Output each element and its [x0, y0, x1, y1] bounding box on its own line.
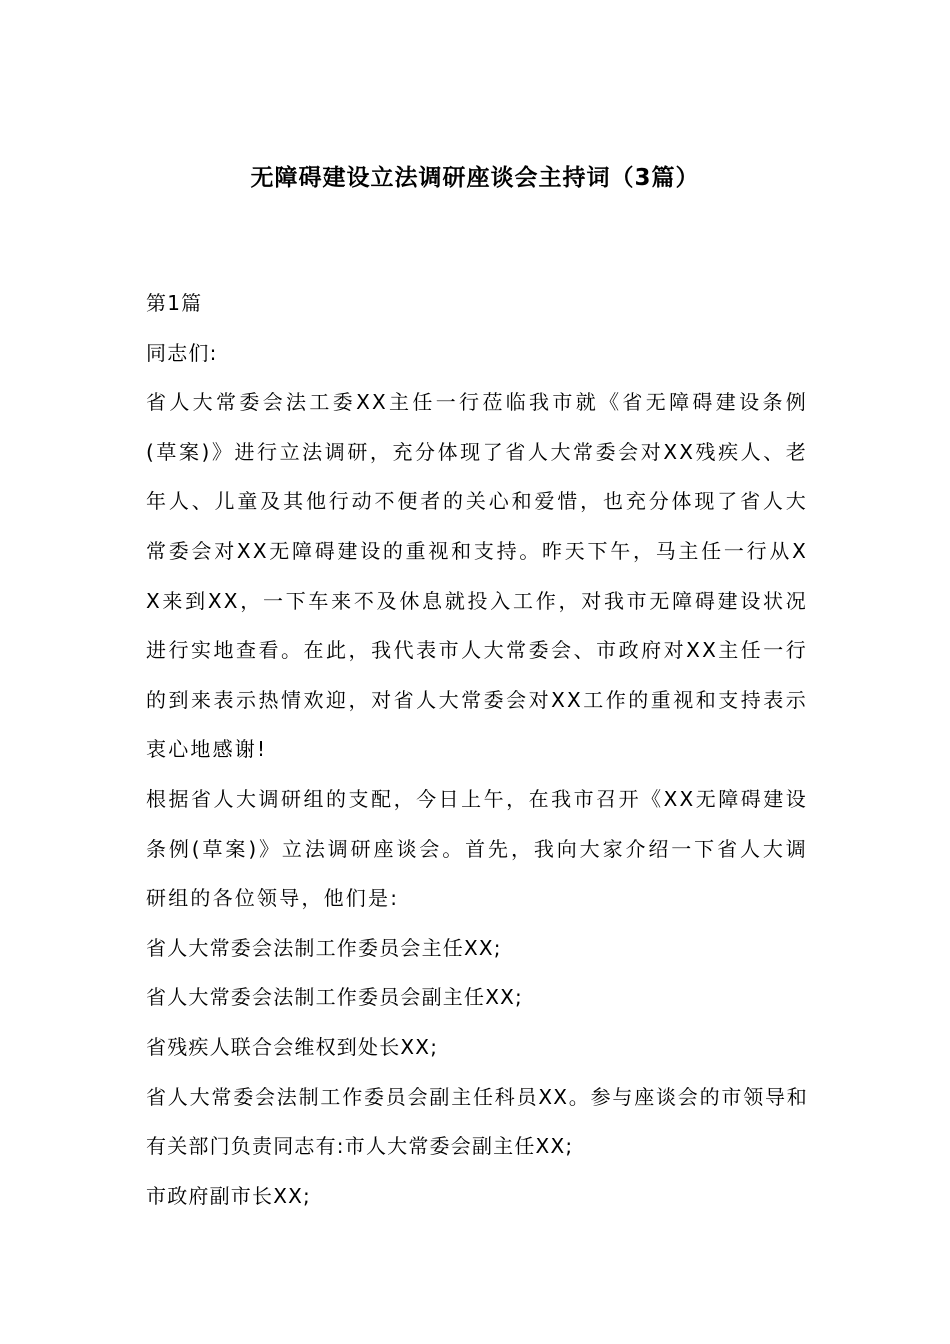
document-title: 无障碍建设立法调研座谈会主持词（3篇） [250, 165, 700, 191]
list-item: 省人大常委会法制工作委员会副主任科员XX。参与座谈会的市领导和有关部门负责同志有:市人大常委会副主任XX; [146, 1084, 808, 1159]
list-item: 省残疾人联合会维权到处长XX; [146, 1034, 439, 1059]
paragraph-introduction: 根据省人大调研组的支配，今日上午，在我市召开《XX无障碍建设条例(草案)》立法调研座谈会。首先，我向大家介绍一下省人大调研组的各位领导，他们是: [146, 786, 808, 911]
list-item: 市政府副市长XX; [146, 1183, 311, 1208]
section-heading: 第1篇 [146, 291, 203, 315]
paragraph-welcome: 省人大常委会法工委XX主任一行莅临我市就《省无障碍建设条例(草案)》进行立法调研，充分体现了省人大常委会对XX残疾人、老年人、儿童及其他行动不便者的关心和爱惜，也充分体现了省人大常委会对XX无障碍建设的重视和支持。昨天下午，马主任一行从XX来到XX，一下车来不及休息就投入工作，对我市无障碍建设状况进行实地查看。在此，我代表市人大常委会、市政府对XX主任一行的到来表示热情欢迎，对省人大常委会对XX工作的重视和支持表示衷心地感谢! [146, 390, 808, 762]
list-item: 省人大常委会法制工作委员会主任XX; [146, 935, 502, 960]
document-body [146, 279, 808, 1221]
salutation: 同志们: [146, 340, 218, 365]
list-item: 省人大常委会法制工作委员会副主任XX; [146, 985, 523, 1010]
